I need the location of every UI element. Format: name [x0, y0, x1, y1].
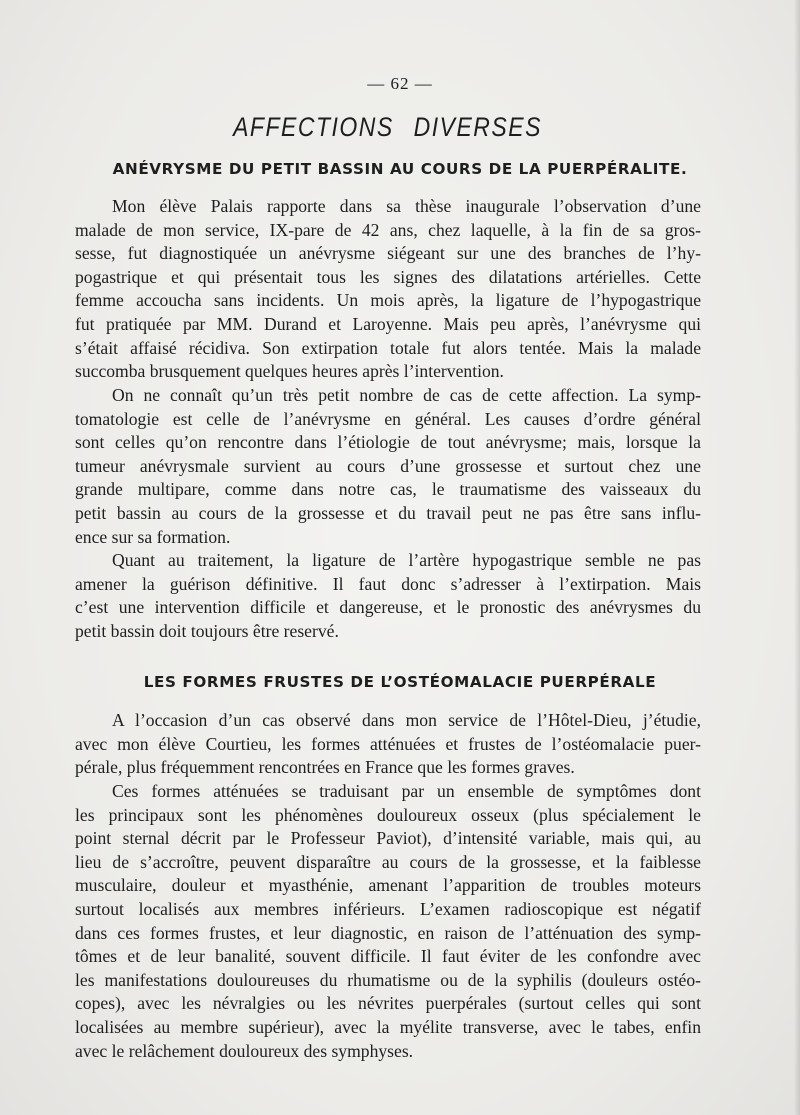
text-line: tômes et de leur banalité, souvent difficile. Il faut éviter de les confondre avec	[75, 946, 701, 967]
text-line: point sternal décrit par le Professeur Paviot), d’intensité variable, mais qui, au	[75, 828, 701, 849]
text-line: On ne connaît qu’un très petit nombre de cas de cette affection. La symp-	[112, 385, 701, 405]
text-line: amener la guérison définitive. Il faut donc s’adresser à l’extirpation. Mais	[75, 573, 701, 594]
text-line: copes), avec les névralgies ou les névrites puerpérales (surtout celles qui sont	[75, 993, 701, 1014]
text-line: dans ces formes frustes, et leur diagnostic, en raison de l’atténuation des symp-	[75, 922, 701, 943]
text-line: s’était affaisé récidiva. Son extirpation totale fut alors tentée. Mais la malade	[75, 337, 701, 358]
text-line: A l’occasion d’un cas observé dans mon service de l’Hôtel-Dieu, j’étudie,	[112, 710, 701, 730]
chapter-title: AFFECTIONS DIVERSES	[233, 111, 542, 142]
text-line: succomba brusquement quelques heures après l’intervention.	[75, 361, 504, 382]
text-line: petit bassin doit toujours être reservé.	[75, 620, 339, 641]
text-line: les principaux sont les phénomènes douloureux osseux (plus spécialement le	[75, 804, 701, 825]
paragraph-hotel-dieu-case	[75, 709, 701, 780]
text-line: tomatologie est celle de l’anévrysme en général. Les causes d’ordre général	[75, 408, 701, 429]
paragraph-treatment	[75, 549, 701, 643]
text-line: avec le relâchement douloureux des symphyses.	[75, 1040, 414, 1061]
section-heading-aneurysm: ANÉVRYSME DU PETIT BASSIN AU COURS DE LA PUERPÉRALITE.	[112, 160, 688, 178]
text-line: fut pratiquée par MM. Durand et Laroyenne. Mais peu après, l’anévrysme qui	[75, 313, 701, 334]
text-line: surtout localisés aux membres inférieurs. L’examen radioscopique est négatif	[75, 898, 701, 919]
text-line: sont celles qu’on rencontre dans l’étiologie de tout anévrysme; mais, lorsque la	[75, 432, 701, 453]
text-line: Ces formes atténuées se traduisant par un ensemble de symptômes dont	[112, 781, 701, 801]
text-line: Quant au traitement, la ligature de l’artère hypogastrique semble ne pas	[112, 550, 701, 570]
paragraph-palais-thesis	[75, 195, 701, 384]
text-line: tumeur anévrysmale survient au cours d’une grossesse et surtout chez une	[75, 455, 701, 476]
text-line: Mon élève Palais rapporte dans sa thèse inaugurale l’observation d’une	[112, 196, 701, 216]
paragraph-symptomatology	[75, 384, 701, 549]
text-line: pérale, plus fréquemment rencontrées en France que les formes graves.	[75, 757, 575, 778]
text-line: ence sur sa formation.	[75, 526, 231, 547]
text-line: grande multipare, comme dans notre cas, le traumatisme des vaisseaux du	[75, 479, 701, 500]
text-line: malade de mon service, IX-pare de 42 ans, chez laquelle, à la fin de sa gros-	[75, 219, 701, 240]
text-line: sesse, fut diagnostiquée un anévrysme siégeant sur une des branches de l’hy-	[75, 243, 701, 264]
text-line: musculaire, douleur et myasthénie, amenant l’apparition de troubles moteurs	[75, 875, 701, 896]
text-line: pogastrique et qui présentait tous les signes des dilatations artérielles. Cette	[75, 266, 701, 287]
text-line: femme accoucha sans incidents. Un mois après, la ligature de l’hypogastrique	[75, 290, 701, 311]
paragraph-attenuated-forms	[75, 780, 701, 1063]
text-line: avec mon élève Courtieu, les formes atténuées et frustes de l’ostéomalacie puer-	[75, 733, 701, 754]
text-line: c’est une intervention difficile et dangereuse, et le pronostic des anévrysmes du	[75, 597, 701, 618]
page-number: — 62 —	[367, 74, 433, 93]
text-line: les manifestations douloureuses du rhumatisme ou de la syphilis (douleurs ostéo-	[75, 969, 701, 990]
text-line: localisées au membre supérieur), avec la myélite transverse, avec le tabes, enfin	[75, 1016, 701, 1037]
text-line: lieu de s’accroître, peuvent disparaître au cours de la grossesse, et la faiblesse	[75, 851, 701, 872]
section-heading-osteomalacia: LES FORMES FRUSTES DE L’OSTÉOMALACIE PUERPÉRALE	[143, 673, 657, 691]
text-line: petit bassin au cours de la grossesse et du travail peut ne pas être sans influ-	[75, 502, 701, 523]
